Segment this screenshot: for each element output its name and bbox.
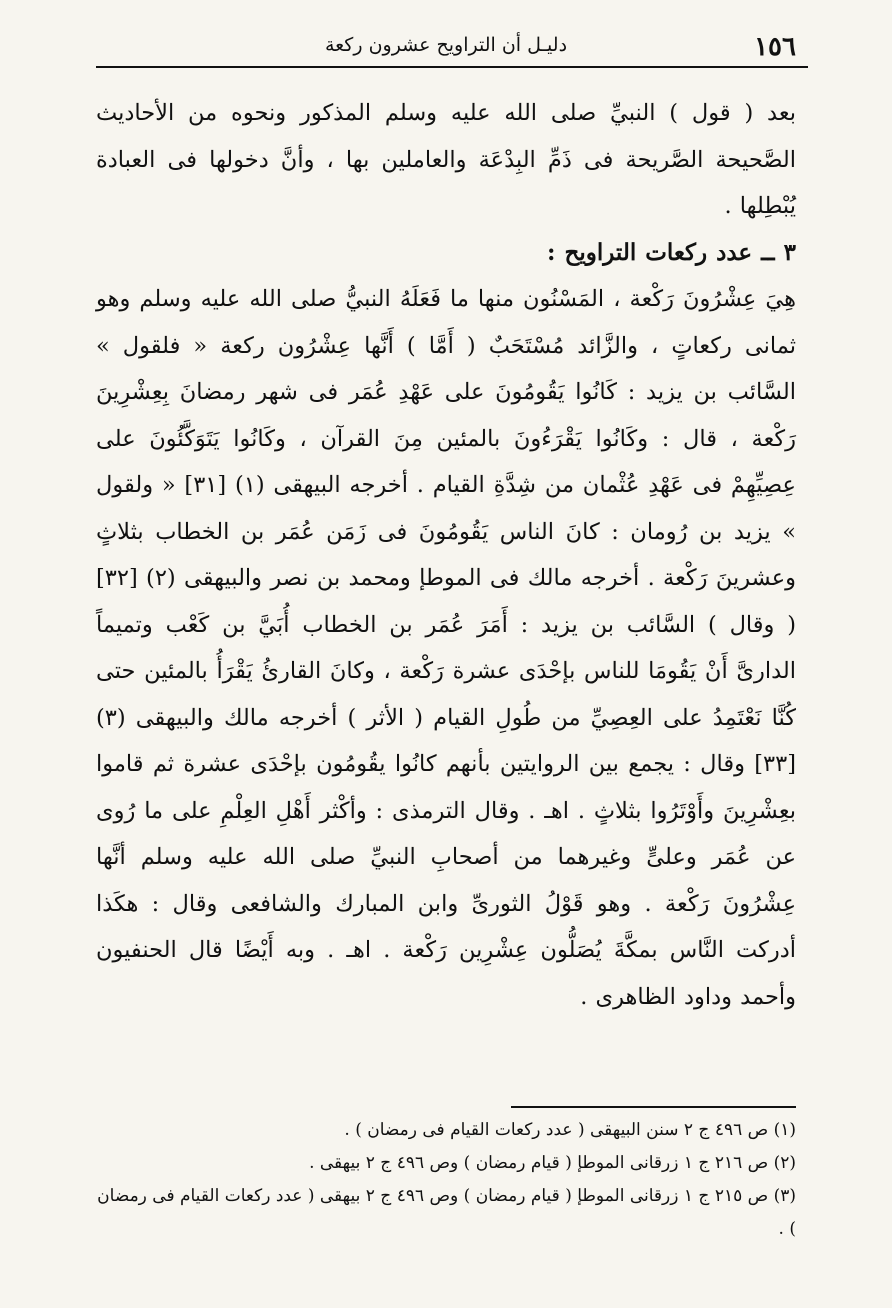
header-rule <box>96 66 808 68</box>
footnotes <box>96 1114 796 1246</box>
paragraph-main: هِيَ عِشْرُونَ رَكْعة ، المَسْنُون منها ما فَعَلَهُ النبيُّ صلى الله عليه وسلم وهو ثمانى ركعاتٍ ، والزَّائد مُسْتَحَبٌ ( أَمَّا ) أَنَّها عِشْرُون ركعة « فلقول » السَّائب بن يزيد : كَانُوا يَقُومُونَ على عَهْدِ عُمَر فى شهر رمضانَ بِعِشْرِينَ رَكْعة ، قال : وكَانُوا يَقْرَءُونَ بالمئين مِنَ القرآن ، وكَانُوا يَتَوَكَّئُونَ على عِصِيِّهِمْ فى عَهْدِ عُثْمان من شِدَّةِ القيام . أخرجه البيهقى (١) [٣١] « ولقول » يزيد بن رُومان : كانَ الناس يَقُومُونَ فى زَمَن عُمَر بن الخطاب بثلاثٍ وعشرينَ رَكْعة . أخرجه مالك فى الموطإ ومحمد بن نصر والبيهقى (٢) [٣٢] ( وقال ) السَّائب بن يزيد : أَمَرَ عُمَر بن الخطاب أُبَيَّ بن كَعْب وتميماً الدارىَّ أَنْ يَقُومَا للناس بإحْدَى عشرة رَكْعة ، وكانَ القارئُ يَقْرَأُ بالمئين حتى كُنَّا نَعْتَمِدُ على العِصِيِّ من طُولِ القيام ( الأثر ) أخرجه مالك والبيهقى (٣) [٣٣] وقال : يجمع بين الروايتين بأنهم كانُوا يقُومُون بإحْدَى عشرة ثم قاموا بعِشْرِينَ وأَوْتَرُوا بثلاثٍ . اهـ . وقال الترمذى : وأكْثر أَهْلِ العِلْمِ على ما رُوى عن عُمَر وعلىٍّ وغيرهما من أصحابِ النبيِّ صلى الله عليه وسلم أنَّها عِشْرُونَ رَكْعة . وهو قَوْلُ الثورىِّ وابن المبارك والشافعى وقال : هكَذا أدركت النَّاس بمكَّةَ يُصَلُّون عِشْرِين رَكْعة . اهـ . وبه أَيْضًا قال الحنفيون وأحمد وداود الظاهرى . <box>96 286 796 1010</box>
footnote-1: (١) ص ٤٩٦ ج ٢ سنن البيهقى ( عدد ركعات القيام فى رمضان ) . <box>344 1120 796 1140</box>
footnote-rule <box>511 1106 796 1108</box>
page-number: ١٥٦ <box>754 32 796 62</box>
page-header <box>96 28 796 68</box>
footnote-2: (٢) ص ٢١٦ ج ١ زرقانى الموطإ ( قيام رمضان ) وص ٤٩٦ ج ٢ بيهقى . <box>309 1153 796 1173</box>
running-title: دليـل أن التراويح عشرون ركعة <box>324 34 568 56</box>
paragraph-intro: بعد ( قول ) النبيِّ صلى الله عليه وسلم المذكور ونحوه من الأحاديث الصَّحيحة الصَّريحة فى ذَمِّ البِدْعَة والعاملين بها ، وأنَّ دخولها فى العبادة يُبْطِلها . <box>96 100 796 219</box>
section-heading: ٣ ــ عدد ركعات التراويح : <box>547 238 796 266</box>
footnote-3: (٣) ص ٢١٥ ج ١ زرقانى الموطإ ( قيام رمضان ) وص ٤٩٦ ج ٢ بيهقى ( عدد ركعات القيام فى رمضان ) . <box>97 1186 796 1239</box>
body-text <box>96 90 796 1020</box>
